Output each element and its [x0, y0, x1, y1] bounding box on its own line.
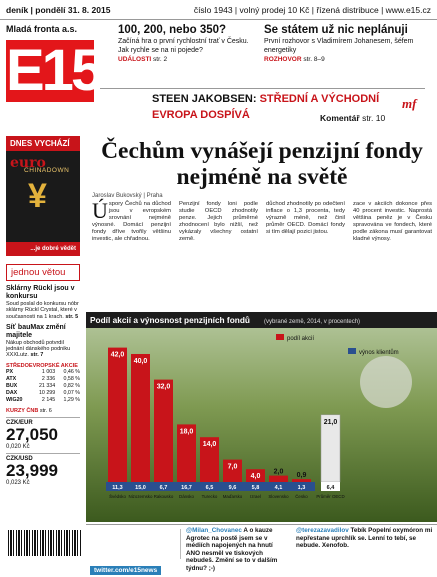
table-row: WIG20 2 145 1,29 %: [6, 396, 80, 403]
brief-title: Síť bauMax změní majitele: [6, 323, 66, 339]
teaser-interview[interactable]: [264, 24, 432, 64]
yield-value-label: 5,8: [251, 485, 260, 491]
chart-bar: [131, 354, 150, 482]
bar-value-label: 14,0: [202, 441, 217, 449]
yen-icon: ¥: [28, 177, 47, 215]
barcode: [8, 530, 82, 556]
table-row: ATX 2 336 0,58 %: [6, 375, 80, 382]
teaser-body: První rozhovor s Vladimírem Johanesem, šéfem energetiky: [264, 38, 414, 54]
cover-brand: euro: [10, 155, 46, 171]
teaser-body: Začíná hra o první rychlostní trať v Česku. Jak rychle se na ni pojede?: [118, 38, 249, 54]
tweet-1[interactable]: [186, 527, 288, 573]
photo-figure: [360, 356, 412, 408]
yield-value-label: 6,7: [159, 485, 168, 491]
article-body: [92, 198, 432, 326]
yield-value-label: 15,0: [135, 485, 146, 491]
yield-value-label: 6,5: [205, 485, 214, 491]
yield-value-label: 1,3: [297, 485, 306, 491]
fx-usd: CZK/USD 23,999 0,023 Kč: [6, 453, 80, 486]
yield-value-label: 6,4: [326, 485, 335, 491]
article-column: Úspory Čechů na důchod jsou v evropském srovnání nejméně výnosné. Domácí penzijní fondy dříve tvořily většinu investic, ale chřadnou.: [92, 198, 171, 243]
euro-cover[interactable]: [6, 151, 80, 256]
issue-info: číslo 1943 | volný prodej 10 Kč | řízená distribuce | www.e15.cz: [193, 5, 431, 15]
bar-value-label: 0,9: [296, 472, 307, 480]
yield-value-label: 16,7: [181, 485, 192, 491]
svg-text:mf: mf: [402, 96, 417, 111]
pension-chart: [86, 312, 437, 522]
masthead-bar: [0, 0, 437, 20]
brief-item[interactable]: [6, 324, 80, 359]
chart-subtitle: (vybrané země, 2014, v procentech): [264, 319, 361, 325]
chart-bar: [269, 476, 288, 482]
e15-logo[interactable]: E15: [6, 38, 101, 103]
teaser-train[interactable]: [118, 24, 258, 64]
cover-title: CHINADOWN: [24, 167, 70, 174]
teaser-ref: UDÁLOSTI str. 2: [118, 56, 168, 63]
yield-value-label: 11,3: [112, 485, 123, 491]
legend-label: podíl akcií: [287, 336, 315, 342]
publisher-label: Mladá fronta a.s.: [6, 24, 78, 34]
tweet-handle[interactable]: @Milan_Chovanec: [186, 527, 242, 534]
fx-section: [6, 408, 80, 486]
bar-value-label: 2,0: [273, 468, 284, 476]
category-label: Slovensko: [268, 494, 289, 499]
interview-headline-line2: EVROPA DOSPÍVÁ: [152, 109, 250, 121]
category-label: Maďarsko: [222, 494, 243, 499]
article-column: Penzijní fondy loni podle studie OECD zhodnotily penze. Jejich průměrné zhodnocení bylo nižší, než vykázaly všechny ostatní země.: [179, 201, 258, 243]
bar-value-label: 32,0: [156, 383, 171, 391]
chart-bar: [292, 479, 311, 482]
divider: [180, 529, 181, 559]
brief-text: Soud poslal do konkursu nóbr sklárny Rückl Crystal, které v současnosti na 1 krach. str. 5: [6, 301, 79, 320]
stocks-header: STŘEDOEVROPSKÉ AKCIE: [6, 362, 78, 369]
table-row: PX 1 003 0,46 %: [6, 368, 80, 375]
category-label: Švédsko: [109, 494, 126, 499]
tweet-2[interactable]: [296, 527, 434, 550]
kurzy-label: KURZY ČNB str. 6: [6, 407, 52, 414]
bar-value-label: 18,0: [179, 428, 194, 436]
bar-value-label: 21,0: [323, 418, 338, 426]
tweet-handle[interactable]: @terezazavadilov: [296, 527, 349, 534]
main-headline[interactable]: Čechům vynášejí penzijní fondy nejméně na světě: [101, 138, 423, 190]
interview-strip[interactable]: [100, 88, 425, 134]
chart-bar: [108, 348, 127, 482]
category-label: Česko: [295, 494, 308, 499]
category-label: Turecko: [201, 494, 218, 499]
stocks-table: [6, 363, 80, 404]
category-label: Nizozemsko: [128, 494, 153, 499]
date-label: deník | pondělí 31. 8. 2015: [6, 5, 111, 15]
brief-title: Sklárny Rückl jsou v konkursu: [6, 285, 75, 300]
tweet-text: Tebík Popelní oxymóron mi nepřestane uprchlík se. Lenní to tebí, se nebude. Xenofob.: [296, 527, 433, 550]
cover-band: ...je dobré vědět: [6, 242, 80, 256]
table-row: BUX 21 334 0,82 %: [6, 382, 80, 389]
teaser-title: 100, 200, nebo 350?: [118, 24, 227, 36]
article-column: zace v akciích dokonce přes 40 procent investic. Naprostá většina peněz je v Česku spravována ve fondech, které podle zákona musí garantovat kladné výnosy.: [353, 201, 432, 243]
bar-value-label: 40,0: [133, 358, 148, 365]
table-row: DAX 10 299 0,07 %: [6, 389, 80, 396]
teaser-title: Se státem už nic neplánuji: [264, 24, 408, 36]
bar-value-label: 42,0: [110, 351, 125, 359]
bar-value-label: 7,0: [227, 463, 238, 471]
article-column: důchod zhodnotily po odečtení inflace o 1,3 procenta, tedy výrazně méně, než činil průměr OECD. Domácí fondy si tím dělají pozici jistou.: [266, 201, 345, 236]
chart-bar: [154, 380, 173, 482]
tweet-text: A o kauze Agrotec na postě jsem se v médiích napojených na hnutí ANO nesměl ve tiskových nebudeš. Změní se to v dalším týdnu? ;-): [186, 527, 278, 572]
category-label: Izrael: [250, 494, 261, 499]
komentar-ref: Komentář str. 10: [320, 113, 386, 123]
byline: Jaroslav Bukovský | Praha: [92, 193, 163, 199]
yield-value-label: 4,1: [274, 485, 283, 491]
category-label: Dánsko: [179, 494, 194, 499]
dnes-vychazi-label: DNES VYCHÁZÍ: [6, 136, 80, 151]
chart-title: Podíl akcií a výnosnost penzijních fondů: [90, 315, 250, 325]
interview-headline: STEEN JAKOBSEN: STŘEDNÍ A VÝCHODNÍ: [152, 93, 380, 105]
teaser-ref: ROZHOVOR str. 8–9: [264, 56, 325, 63]
legend-swatch: [348, 348, 356, 354]
bar-value-label: 4,0: [250, 473, 261, 481]
twitter-link[interactable]: twitter.com/e15news: [90, 566, 161, 575]
legend-swatch: [276, 334, 284, 340]
jednou-vetou-header: jednou větou: [6, 264, 80, 281]
legend-label: výnos klientům: [359, 350, 399, 356]
category-label: Průměr OECD: [316, 494, 345, 499]
category-label: Rakousko: [153, 494, 174, 499]
brief-item[interactable]: [6, 285, 80, 320]
mf-logo-icon: [399, 93, 421, 115]
fx-eur: CZK/EUR 27,050 0,020 Kč: [6, 417, 80, 450]
chart-container: [86, 312, 437, 522]
brief-text: Nákup obchodů potvrdil jednání dánského podniku XXXLutz. str. 7: [6, 339, 71, 359]
yield-value-label: 9,6: [228, 485, 237, 491]
sidebar: [6, 136, 80, 486]
